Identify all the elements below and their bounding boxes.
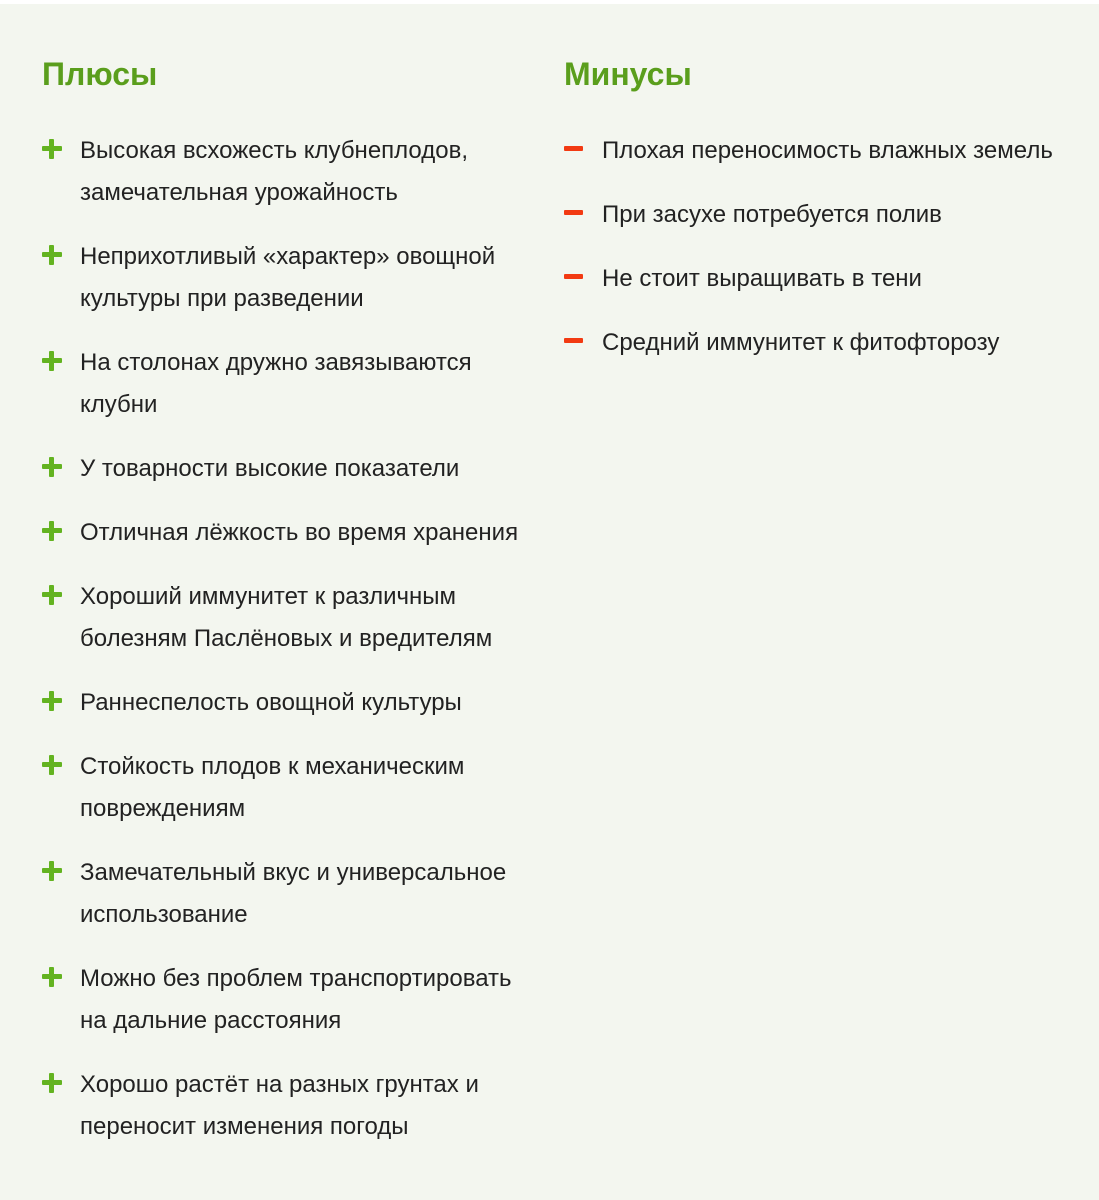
pros-item — [42, 682, 542, 724]
cons-item — [564, 130, 1084, 172]
pros-title: Плюсы — [42, 56, 158, 92]
cons-item-text: При засухе потребуется полив — [602, 201, 942, 228]
cons-title: Минусы — [564, 56, 692, 92]
plus-icon — [42, 457, 62, 477]
cons-item-text: Не стоит выращивать в тени — [602, 265, 922, 292]
plus-icon — [42, 755, 62, 775]
cons-item-text: Средний иммунитет к фитофторозу — [602, 329, 1000, 356]
pros-cons-panel — [0, 4, 1099, 1200]
plus-icon — [42, 967, 62, 987]
pros-item — [42, 958, 542, 1042]
pros-item — [42, 746, 542, 830]
pros-item — [42, 1064, 542, 1148]
pros-item-text: Хорошо растёт на разных грунтах и переносит изменения погоды — [80, 1071, 479, 1140]
cons-item — [564, 258, 1084, 300]
pros-item — [42, 448, 542, 490]
pros-item — [42, 576, 542, 660]
pros-item-text: Хороший иммунитет к различным болезням Паслёновых и вредителям — [80, 583, 493, 652]
pros-item — [42, 342, 542, 426]
plus-icon — [42, 691, 62, 711]
pros-item-text: Высокая всхожесть клубнеплодов, замечательная урожайность — [80, 137, 469, 206]
pros-item — [42, 512, 542, 554]
pros-item-text: Замечательный вкус и универсальное использование — [80, 859, 507, 928]
pros-item-text: Раннеспелость овощной культуры — [80, 689, 462, 716]
pros-item-text: Можно без проблем транспортировать на дальние расстояния — [80, 965, 512, 1034]
minus-icon — [564, 203, 584, 223]
minus-icon — [564, 267, 584, 287]
plus-icon — [42, 1073, 62, 1093]
pros-item-text: У товарности высокие показатели — [80, 455, 460, 482]
cons-item — [564, 194, 1084, 236]
pros-item — [42, 130, 542, 214]
pros-item — [42, 236, 542, 320]
cons-list — [564, 130, 1084, 364]
cons-item — [564, 322, 1084, 364]
plus-icon — [42, 861, 62, 881]
minus-icon — [564, 139, 584, 159]
plus-icon — [42, 521, 62, 541]
cons-item-text: Плохая переносимость влажных земель — [602, 137, 1053, 164]
pros-item-text: Стойкость плодов к механическим повреждениям — [80, 753, 465, 822]
pros-item-text: Неприхотливый «характер» овощной культуры при разведении — [80, 243, 496, 312]
pros-item — [42, 852, 542, 936]
plus-icon — [42, 139, 62, 159]
pros-item-text: Отличная лёжкость во время хранения — [80, 519, 519, 546]
cons-column — [564, 54, 1084, 386]
pros-list — [42, 130, 542, 1148]
pros-column — [42, 54, 542, 1170]
plus-icon — [42, 245, 62, 265]
minus-icon — [564, 331, 584, 351]
pros-item-text: На столонах дружно завязываются клубни — [80, 349, 472, 418]
plus-icon — [42, 585, 62, 605]
plus-icon — [42, 351, 62, 371]
